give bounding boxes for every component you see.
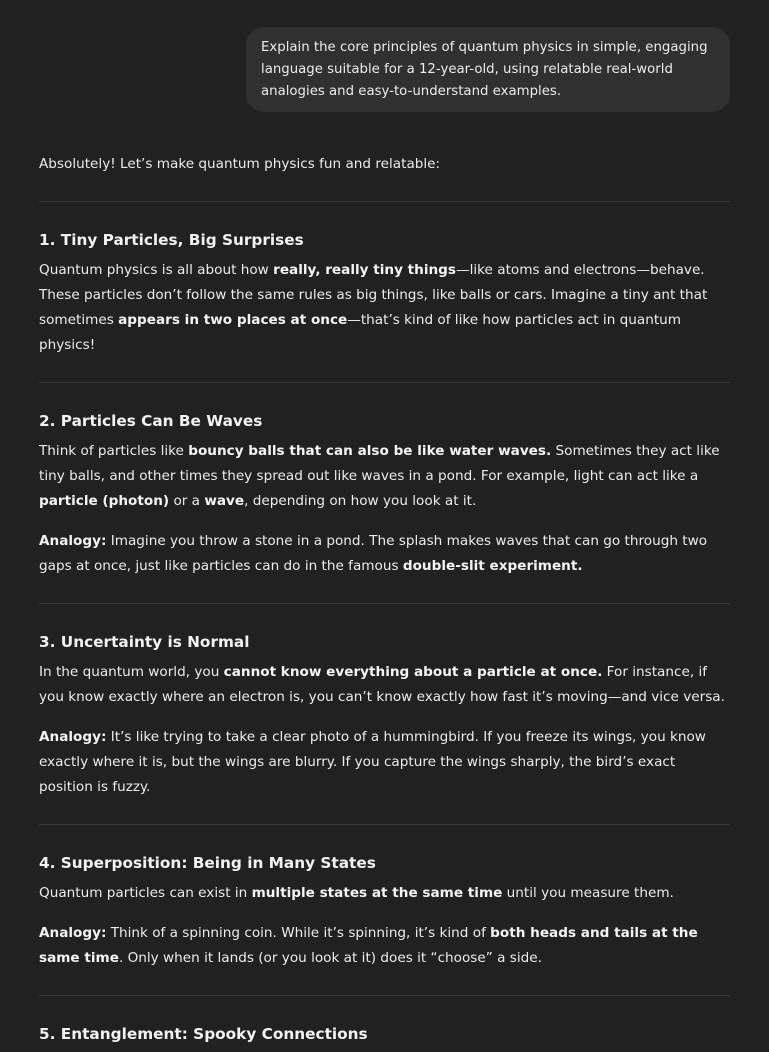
bold-text-run: double-slit experiment. xyxy=(402,558,583,574)
section-divider xyxy=(39,382,730,383)
text-run: Think of particles like xyxy=(39,443,189,459)
user-message-text: Explain the core principles of quantum physics in simple, engaging language suitable for a 12-year-old, using relatable real-world analogies and easy-to-understand examples. xyxy=(261,40,708,99)
bold-text-run: really, really tiny things xyxy=(273,262,457,278)
text-run: Quantum particles can exist in xyxy=(39,885,252,901)
section-heading: 5. Entanglement: Spooky Connections xyxy=(39,1025,368,1043)
user-message-bubble xyxy=(246,27,730,112)
bold-text-run: bouncy balls that can also be like water waves. xyxy=(188,443,552,459)
section-paragraph xyxy=(39,529,730,579)
text-run: Quantum physics is all about how xyxy=(39,262,274,278)
text-run: —that’s kind of like how particles act in quantum physics! xyxy=(39,312,682,353)
text-run: For instance, if you know exactly where an electron is, you can’t know exactly how fast it’s moving—and vice versa. xyxy=(39,664,725,705)
bold-text-run: Analogy: xyxy=(39,533,107,549)
text-run: Think of a spinning coin. While it’s spinning, it’s kind of xyxy=(106,925,491,941)
text-run: or a xyxy=(169,493,205,509)
section-paragraph xyxy=(39,881,730,906)
bold-text-run: wave xyxy=(204,493,245,509)
section-paragraph xyxy=(39,921,730,971)
text-run: until you measure them. xyxy=(502,885,674,901)
section-heading: 1. Tiny Particles, Big Surprises xyxy=(39,231,304,249)
text-run: , depending on how you look at it. xyxy=(244,493,477,509)
response-intro: Absolutely! Let’s make quantum physics fun and relatable: xyxy=(39,156,441,172)
section-divider xyxy=(39,995,730,996)
bold-text-run: both heads and tails at the same time xyxy=(39,925,698,966)
bold-text-run: Analogy: xyxy=(39,729,107,745)
response-section xyxy=(39,1021,730,1047)
text-run: Imagine you throw a stone in a pond. The splash makes waves that can go through two gaps at once, just like particles can do in the famous xyxy=(39,533,708,574)
text-run: —like atoms and electrons—behave. These particles don’t follow the same rules as big things, like balls or cars. Imagine a tiny ant that sometimes xyxy=(39,262,708,328)
response-section xyxy=(39,227,730,358)
section-paragraph xyxy=(39,439,730,514)
assistant-response xyxy=(39,151,730,1052)
bold-text-run: Analogy: xyxy=(39,925,107,941)
section-divider xyxy=(39,603,730,604)
section-heading: 4. Superposition: Being in Many States xyxy=(39,854,376,872)
bold-text-run: appears in two places at once xyxy=(118,312,348,328)
bold-text-run: cannot know everything about a particle at once. xyxy=(223,664,603,680)
response-section xyxy=(39,850,730,971)
bold-text-run: particle (photon) xyxy=(39,493,170,509)
text-run: In the quantum world, you xyxy=(39,664,224,680)
section-heading: 3. Uncertainty is Normal xyxy=(39,633,250,651)
response-section xyxy=(39,408,730,579)
text-run: It’s like trying to take a clear photo of a hummingbird. If you freeze its wings, you know exactly where it is, but the wings are blurry. If you capture the wings sharply, the bird’s exact position is fuzzy. xyxy=(39,729,706,795)
section-heading: 2. Particles Can Be Waves xyxy=(39,412,263,430)
section-divider xyxy=(39,824,730,825)
text-run: . Only when it lands (or you look at it) does it “choose” a side. xyxy=(118,950,542,966)
section-paragraph xyxy=(39,258,730,358)
bold-text-run: multiple states at the same time xyxy=(251,885,503,901)
section-paragraph xyxy=(39,725,730,800)
response-sections xyxy=(39,201,730,1047)
section-divider xyxy=(39,201,730,202)
response-section xyxy=(39,629,730,800)
text-run: Sometimes they act like tiny balls, and other times they spread out like waves in a pond. For example, light can act like a xyxy=(39,443,720,484)
section-paragraph xyxy=(39,660,730,710)
